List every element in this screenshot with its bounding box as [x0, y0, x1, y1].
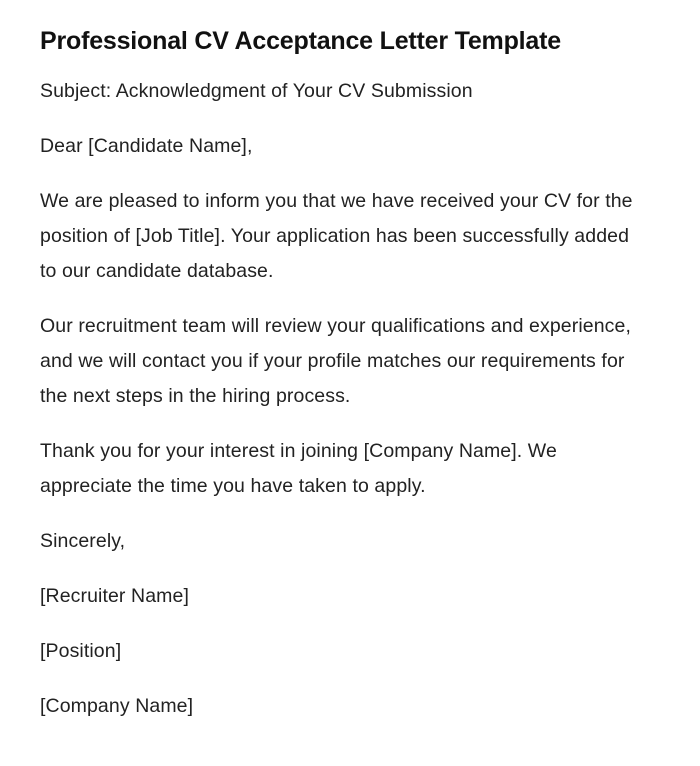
letter-document [40, 22, 640, 724]
signature-company: [Company Name] [40, 695, 194, 717]
letter-closing: Sincerely, [40, 530, 126, 552]
document-title: Professional CV Acceptance Letter Template [40, 27, 561, 55]
letter-paragraph-thanks: Thank you for your interest in joining [Company Name]. We appreciate the time you have taken to apply. [40, 440, 557, 497]
letter-salutation: Dear [Candidate Name], [40, 135, 253, 157]
signature-position: [Position] [40, 640, 122, 662]
letter-subject: Subject: Acknowledgment of Your CV Submission [40, 80, 473, 102]
letter-paragraph-review: Our recruitment team will review your qualifications and experience, and we will contact you if your profile matches our requirements for the next steps in the hiring process. [40, 315, 631, 407]
signature-name: [Recruiter Name] [40, 585, 189, 607]
letter-paragraph-received: We are pleased to inform you that we have received your CV for the position of [Job Title]. Your application has been successfully added to our candidate database. [40, 190, 633, 282]
